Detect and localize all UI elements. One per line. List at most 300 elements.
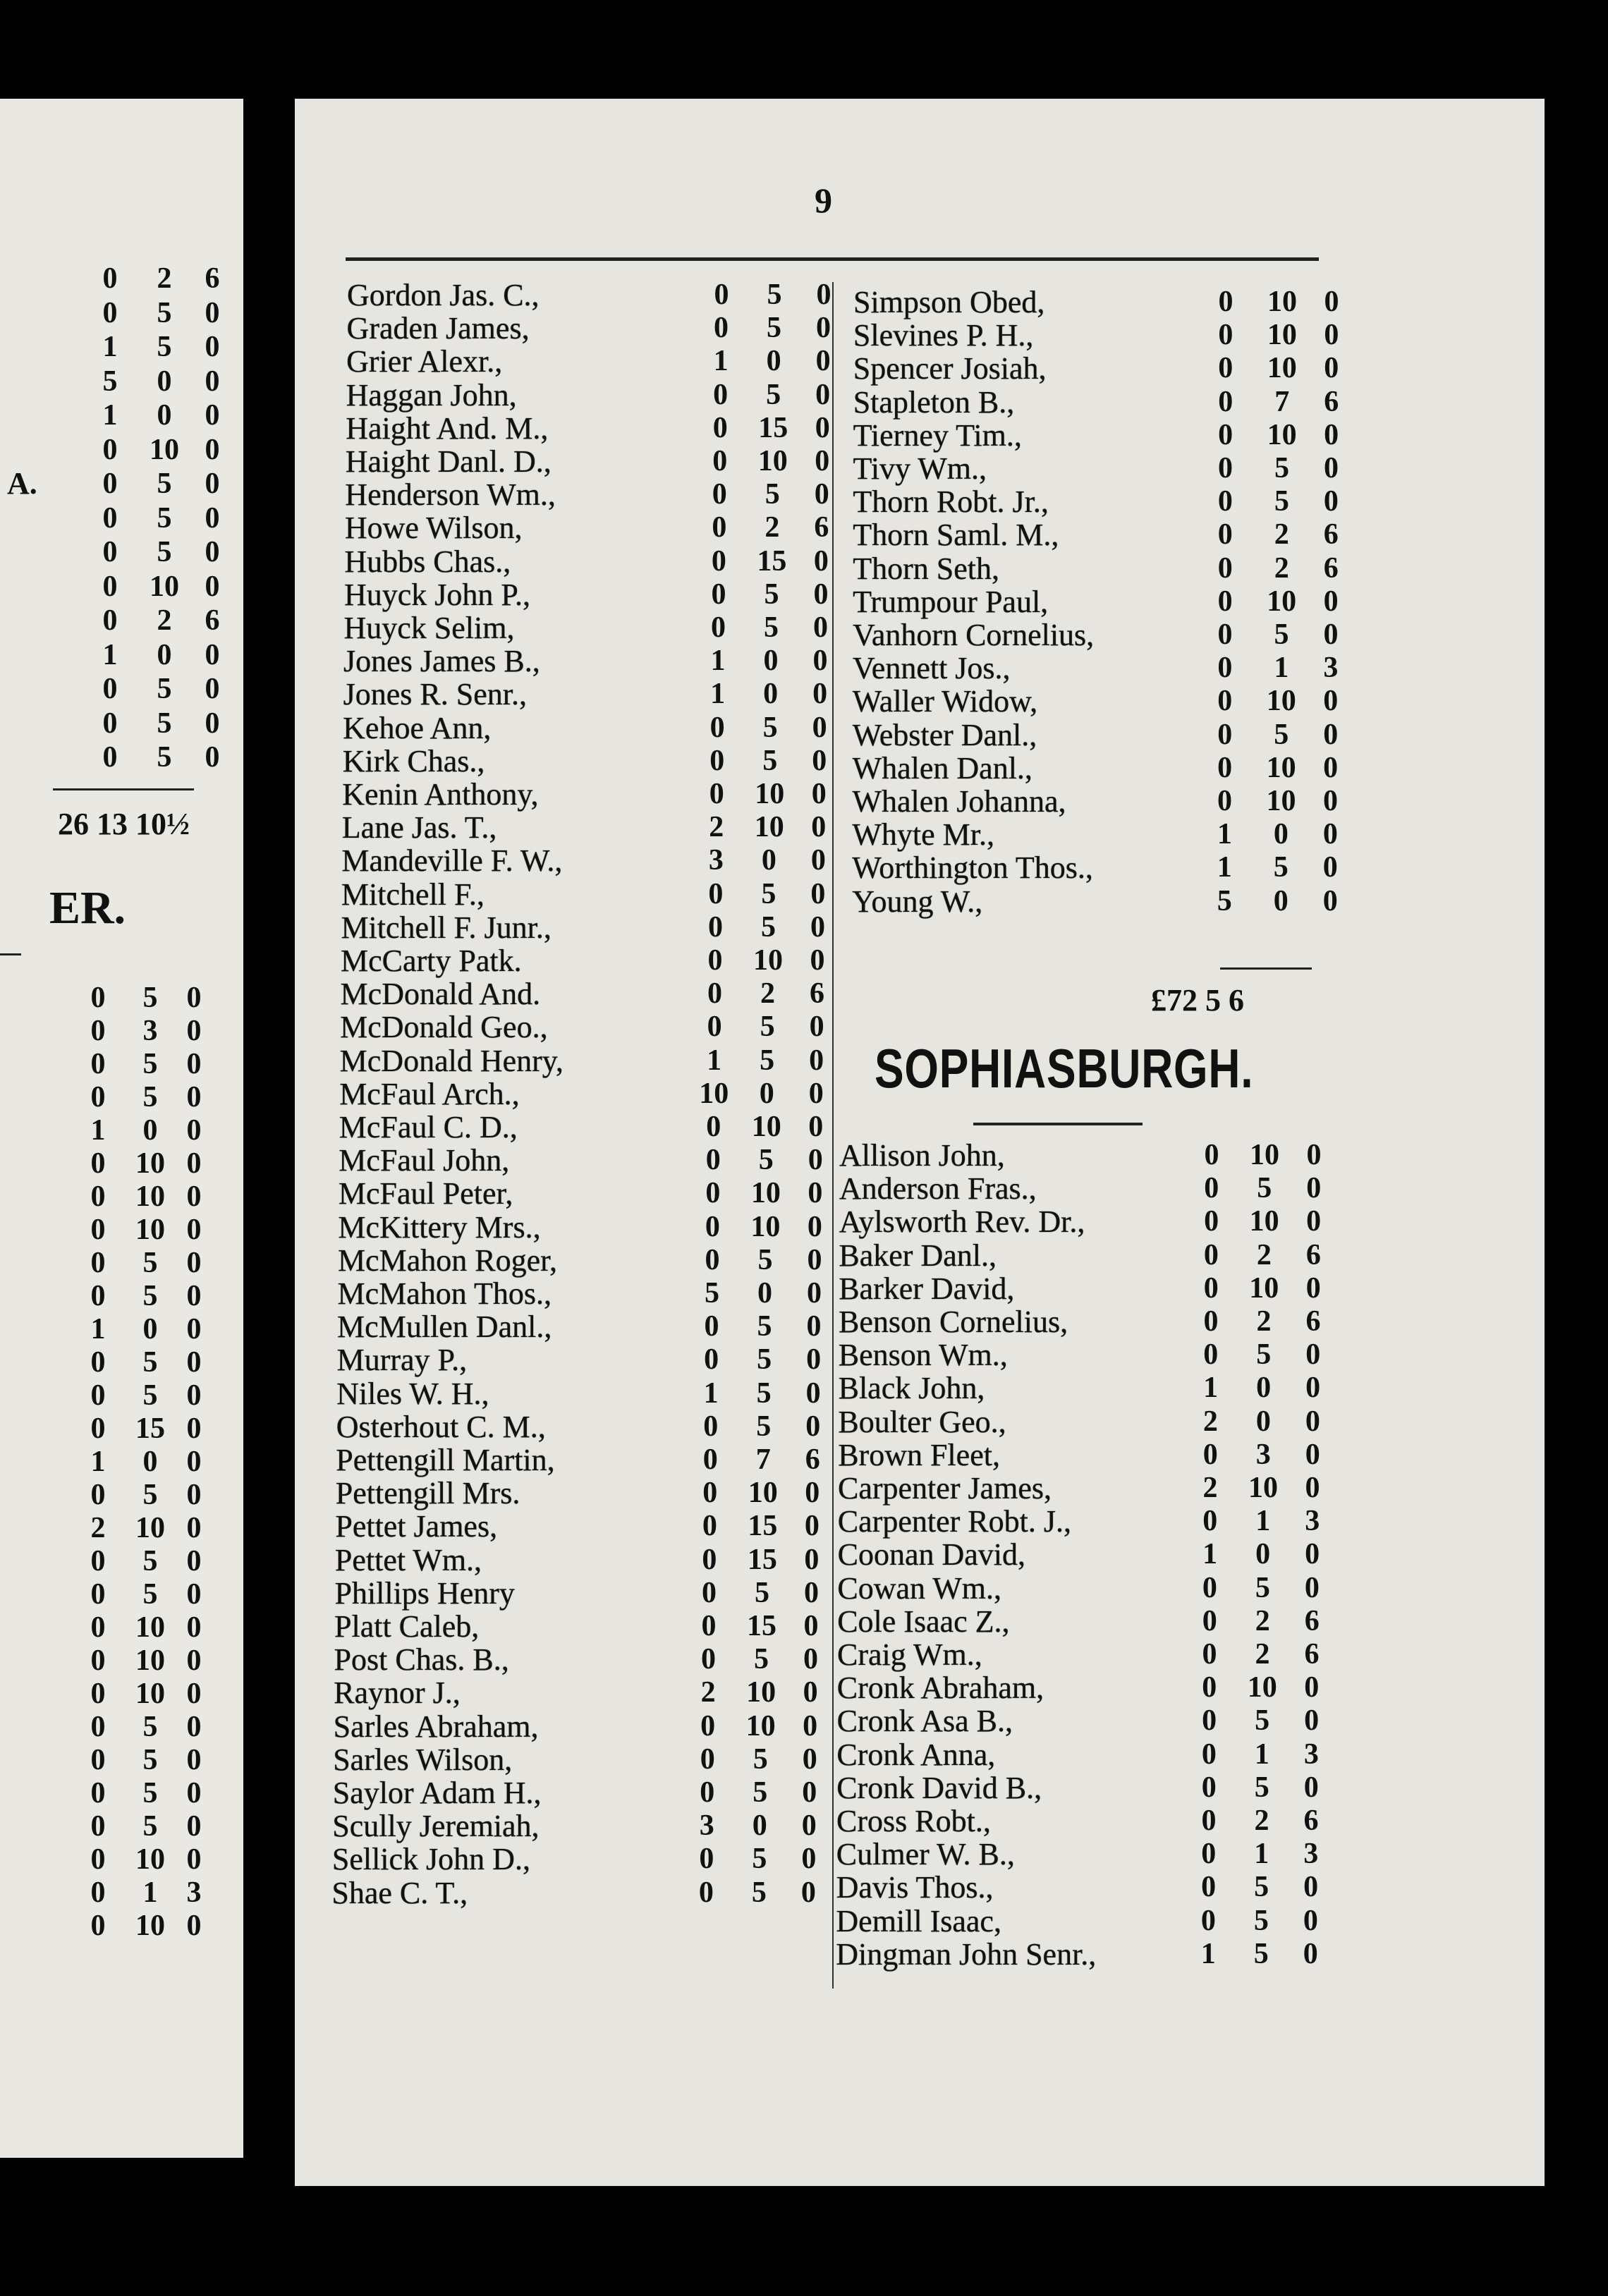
left-amount: 1 [102,399,118,432]
subscriber-name: Graden James, [346,311,530,346]
amount-shillings: 5 [1273,851,1289,884]
left-amount: 10 [135,1644,165,1677]
amount-pounds: 0 [702,1477,718,1510]
amount-shillings: 5 [762,711,778,744]
amount-pounds: 0 [1201,1871,1217,1904]
left-amount: 10 [150,570,179,603]
amount-pence: 3 [1305,1505,1320,1538]
amount-shillings: 10 [1266,685,1296,718]
amount-pence: 0 [808,1144,823,1177]
subscriber-name: Shae C. T., [331,1875,468,1910]
subscriber-name: Scully Jeremiah, [332,1809,540,1844]
amount-shillings: 2 [1274,518,1289,551]
left-amount: 0 [90,1843,106,1876]
amount-pounds: 0 [714,312,729,345]
amount-shillings: 1 [1254,1738,1269,1771]
grand-total: £72 5 6 [1151,983,1244,1018]
amount-shillings: 2 [1256,1305,1272,1338]
amount-pounds: 0 [1203,1305,1219,1338]
left-amount: 0 [186,1644,202,1677]
left-amount: 2 [157,262,172,295]
amount-pounds: 0 [1200,1904,1216,1937]
amount-shillings: 5 [767,312,782,345]
amount-shillings: 1 [1255,1505,1271,1538]
amount-shillings: 0 [757,1277,772,1309]
subscriber-name: Cronk David B., [836,1770,1042,1805]
amount-pence: 0 [1322,818,1338,851]
amount-pounds: 0 [1201,1771,1217,1804]
subscriber-name: Black John, [838,1371,985,1406]
amount-pounds: 0 [712,445,728,477]
amount-pence: 6 [1305,1305,1321,1338]
subscriber-name: Thorn Robt. Jr., [853,484,1049,520]
left-total: 26 13 10½ [58,807,190,841]
amount-pounds: 0 [700,1776,715,1809]
amount-pounds: 0 [1217,652,1233,685]
amount-pounds: 0 [708,877,724,910]
subscriber-name: Whalen Danl., [852,750,1033,786]
amount-pence: 6 [1323,518,1339,551]
amount-pounds: 2 [1202,1405,1218,1438]
amount-pounds: 0 [703,1410,719,1443]
amount-pence: 6 [1324,385,1339,418]
amount-shillings: 2 [1255,1638,1270,1671]
left-amount: 10 [135,1512,165,1544]
left-amount: 0 [205,468,220,500]
left-amount: 0 [90,1379,106,1412]
amount-pence: 0 [803,1676,818,1709]
left-amount: 0 [90,1611,106,1644]
amount-pence: 0 [803,1709,818,1742]
amount-pence: 0 [1304,1571,1320,1604]
amount-pounds: 1 [710,678,726,711]
subscriber-name: Osterhout C. M., [336,1409,546,1444]
amount-pence: 0 [810,877,826,910]
amount-pounds: 0 [1217,718,1233,751]
amount-pounds: 1 [707,1044,722,1077]
amount-pence: 0 [1323,485,1339,518]
amount-pounds: 2 [700,1676,716,1709]
subscriber-name: Waller Widow, [852,684,1038,719]
left-amount: 0 [142,1114,158,1147]
left-amount: 3 [142,1015,158,1047]
amount-pence: 0 [812,711,827,744]
subscriber-name: Cole Isaac Z., [837,1604,1010,1639]
left-amount: 5 [157,501,172,535]
amount-shillings: 10 [1249,1271,1279,1305]
left-amount: 0 [205,296,220,329]
left-amount: 0 [186,1247,202,1279]
amount-pounds: 0 [1204,1205,1219,1238]
amount-pence: 0 [1305,1372,1321,1405]
amount-pence: 0 [813,544,829,578]
left-amount: 5 [142,1247,158,1279]
amount-shillings: 0 [766,345,781,378]
subscriber-name: Brown Fleet, [838,1437,1000,1472]
amount-pence: 0 [1305,1438,1320,1471]
subscriber-name: Kirk Chas., [342,743,485,778]
left-amount: 0 [90,1910,106,1942]
left-amount: 0 [102,536,118,568]
subscriber-name: Spencer Josiah, [853,351,1047,386]
amount-shillings: 5 [760,1010,775,1044]
subscriber-name: Young W., [852,884,983,919]
subscriber-name: Davis Thos., [836,1870,994,1905]
subscriber-name: McDonald Geo., [340,1010,548,1045]
amount-pounds: 0 [1201,1838,1217,1871]
subscriber-name: Carpenter James, [838,1471,1052,1506]
amount-shillings: 5 [1274,485,1289,518]
amount-pence: 0 [805,1376,821,1410]
amount-pounds: 0 [1217,751,1233,784]
amount-shillings: 15 [747,1543,777,1576]
left-amount: 0 [186,1015,202,1047]
amount-pounds: 0 [1218,286,1234,318]
amount-shillings: 2 [1255,1604,1270,1637]
amount-pounds: 0 [707,910,723,944]
subscriber-name: Niles W. H., [336,1376,489,1411]
amount-shillings: 5 [758,1144,774,1177]
left-amount: 15 [135,1412,165,1445]
subscriber-name: Saylor Adam H., [332,1776,542,1810]
left-amount: 0 [186,1081,202,1113]
subscriber-name: Henderson Wm., [345,477,556,513]
left-amount: 1 [102,638,118,671]
left-amount: 0 [186,1810,202,1843]
amount-pence: 0 [1304,1671,1320,1704]
left-amount: 0 [90,1545,106,1577]
left-amount: 0 [186,1711,202,1743]
left-amount: 0 [186,1412,202,1445]
amount-shillings: 10 [750,1210,781,1243]
left-amount: 0 [186,1346,202,1379]
amount-pounds: 0 [1202,1604,1217,1637]
left-amount: 0 [186,1777,202,1809]
left-amount: 5 [142,1081,158,1113]
amount-pence: 3 [1323,652,1339,685]
left-amount: 0 [90,1876,106,1909]
amount-pounds: 0 [700,1709,716,1742]
subscriber-name: McMahon Thos., [337,1276,552,1311]
left-amount: 5 [142,1280,158,1312]
left-amount: 0 [205,433,220,466]
amount-shillings: 5 [767,279,782,311]
left-amount: 0 [186,1280,202,1312]
amount-pounds: 0 [1217,485,1233,518]
amount-pounds: 0 [701,1576,717,1609]
left-amount: 0 [205,536,220,568]
header-rule [346,257,1319,261]
amount-pence: 0 [808,1177,823,1210]
amount-pence: 3 [1303,1838,1319,1871]
amount-pence: 0 [814,478,829,511]
amount-shillings: 10 [753,944,783,977]
amount-shillings: 3 [1255,1438,1271,1471]
amount-pence: 0 [805,1477,820,1510]
left-amount: 5 [142,1048,158,1080]
amount-pounds: 0 [714,279,729,311]
amount-pence: 0 [807,1277,822,1309]
amount-pounds: 0 [1217,785,1232,817]
subscriber-name: Pettengill Martin, [336,1443,555,1477]
amount-shillings: 1 [1274,652,1289,685]
amount-pence: 0 [1305,1405,1320,1438]
amount-pence: 0 [815,378,831,411]
amount-pounds: 0 [709,778,724,810]
amount-pence: 0 [1303,1871,1319,1904]
amount-shillings: 5 [1254,1771,1269,1804]
subscriber-name: Cowan Wm., [837,1570,1002,1606]
left-amount: 2 [157,604,172,637]
amount-pounds: 10 [699,1077,729,1110]
subscriber-name: Howe Wilson, [344,511,523,546]
amount-pounds: 0 [1204,1172,1219,1205]
subscriber-name: Jones R. Senr., [343,677,527,712]
amount-pence: 0 [1306,1205,1322,1238]
left-amount: 0 [90,1048,106,1080]
left-amount: 0 [186,1147,202,1180]
amount-pence: 0 [815,411,830,444]
left-amount: 0 [205,673,220,705]
left-amount: 0 [142,1313,158,1345]
section-heading-rule [973,1123,1143,1125]
subscriber-name: McMullen Danl., [337,1309,552,1345]
left-amount: 5 [142,1479,158,1511]
subscriber-name: Mitchell F. Junr., [341,910,552,945]
amount-pence: 6 [814,511,829,544]
amount-pence: 0 [815,345,831,378]
amount-pounds: 0 [707,1010,722,1044]
amount-pounds: 0 [1218,418,1234,451]
amount-shillings: 5 [760,1044,775,1077]
subscriber-name: Lane Jas. T., [341,810,497,845]
amount-pence: 0 [811,778,827,810]
amount-pounds: 2 [709,811,724,844]
left-amount: 10 [135,1678,165,1710]
amount-pence: 0 [1303,1904,1318,1937]
left-amount: 0 [90,1214,106,1246]
amount-pounds: 1 [1217,851,1232,884]
amount-pence: 0 [810,910,825,944]
amount-shillings: 2 [760,977,776,1010]
amount-pence: 0 [803,1610,819,1642]
amount-pounds: 0 [711,544,726,578]
amount-pounds: 0 [702,1543,717,1576]
amount-shillings: 10 [751,1111,781,1143]
amount-pence: 0 [810,944,825,977]
amount-pounds: 0 [712,411,728,444]
amount-pounds: 0 [1202,1704,1217,1738]
amount-pounds: 0 [1217,551,1233,585]
subscriber-name: Baker Danl., [839,1238,997,1273]
amount-shillings: 2 [1274,551,1289,585]
left-amount: 0 [102,673,118,705]
amount-shillings: 5 [762,744,778,777]
amount-shillings: 15 [758,411,788,444]
left-amount: 0 [205,331,220,363]
amount-pounds: 2 [1202,1472,1218,1504]
amount-pounds: 0 [706,1111,721,1143]
left-amount: 5 [157,536,172,568]
amount-pounds: 0 [1218,452,1233,484]
left-amount: 0 [90,1147,106,1180]
amount-shillings: 2 [1254,1805,1269,1837]
subscriber-name: Worthington Thos., [852,850,1093,886]
amount-pounds: 0 [701,1643,717,1676]
amount-pounds: 1 [1200,1937,1216,1970]
left-total-rule [53,788,194,790]
subscriber-name: Allison John, [839,1138,1005,1173]
amount-shillings: 10 [1267,286,1297,318]
left-amount: 0 [186,1678,202,1710]
left-amount: 1 [90,1446,106,1478]
amount-pence: 0 [802,1742,817,1776]
amount-pence: 6 [1303,1805,1319,1837]
amount-shillings: 5 [756,1410,772,1443]
subscriber-name: Pettet James, [335,1509,498,1544]
left-amount: 0 [90,1479,106,1511]
left-amount: 0 [90,1280,106,1312]
left-amount: 5 [142,982,158,1014]
left-amount: 0 [205,707,220,740]
amount-pounds: 0 [1218,319,1234,352]
amount-pence: 0 [809,1044,824,1077]
amount-pounds: 5 [1217,884,1232,917]
left-amount: 3 [186,1876,202,1909]
amount-pence: 0 [808,1111,824,1143]
left-amount: 0 [157,365,172,398]
amount-pounds: 0 [1201,1738,1217,1771]
left-amount: 0 [102,296,118,329]
left-amount: 6 [205,262,220,295]
left-amount: 0 [90,1180,106,1213]
amount-pence: 0 [815,445,830,477]
amount-pence: 0 [812,744,827,777]
left-amount: 5 [142,1379,158,1412]
amount-pounds: 0 [704,1343,719,1376]
subscriber-name: Platt Caleb, [334,1609,480,1644]
amount-pence: 0 [806,1343,822,1376]
amount-shillings: 5 [1274,452,1289,484]
subscriber-name: Phillips Henry [334,1575,515,1611]
amount-pence: 0 [804,1543,820,1576]
left-amount: 0 [102,468,118,500]
amount-shillings: 5 [1254,1871,1269,1904]
subscriber-name: Anderson Fras., [839,1171,1037,1207]
amount-shillings: 10 [1267,352,1297,385]
amount-pence: 0 [1323,618,1339,651]
amount-pounds: 0 [1202,1671,1217,1704]
left-amount: 0 [205,501,220,535]
left-amount: 0 [157,638,172,671]
amount-pence: 0 [816,312,832,345]
left-amount: 0 [90,1777,106,1809]
left-amount: 10 [135,1611,165,1644]
amount-shillings: 7 [755,1443,771,1476]
amount-pence: 6 [1304,1638,1320,1671]
left-amount: 0 [186,1512,202,1544]
subscriber-name: Sarles Abraham, [333,1709,539,1744]
amount-shillings: 5 [761,877,776,910]
left-amount: 0 [90,982,106,1014]
left-amount: 0 [205,399,220,432]
amount-shillings: 10 [1267,585,1297,618]
amount-pence: 0 [1323,785,1338,817]
subscriber-name: Culmer W. B., [836,1837,1015,1872]
subscriber-name: Simpson Obed, [853,285,1045,319]
amount-pounds: 0 [1217,618,1233,651]
subscriber-name: Gordon Jas. C., [347,278,540,312]
amount-pence: 0 [1306,1139,1322,1171]
amount-pounds: 0 [1203,1271,1219,1305]
amount-pounds: 0 [707,977,723,1010]
amount-shillings: 5 [752,1843,767,1876]
subscriber-name: Kehoe Ann, [343,710,492,745]
amount-pence: 0 [812,645,828,678]
amount-shillings: 10 [1266,785,1296,817]
amount-pence: 6 [805,1443,820,1476]
left-amount: 1 [90,1313,106,1345]
amount-pence: 0 [1324,418,1339,451]
amount-shillings: 5 [1274,618,1289,651]
amount-pounds: 0 [1202,1571,1217,1604]
left-amount: 0 [102,570,118,603]
amount-shillings: 0 [1273,818,1289,851]
subscriber-name: Slevines P. H., [853,318,1034,353]
amount-shillings: 10 [1250,1139,1279,1171]
left-amount: 0 [102,501,118,535]
amount-shillings: 0 [1273,884,1289,917]
amount-pence: 0 [807,1243,822,1276]
amount-pounds: 0 [707,944,723,977]
subscriber-name: Coonan David, [837,1537,1025,1573]
left-amount: 5 [142,1810,158,1843]
amount-shillings: 5 [753,1776,768,1809]
amount-pounds: 0 [705,1177,721,1210]
left-amount: 5 [157,331,172,363]
subscriber-name: Whyte Mr., [852,817,995,853]
subscriber-name: Stapleton B., [853,384,1015,420]
subscriber-name: Jones James B., [343,644,540,679]
left-amount: 0 [186,1910,202,1942]
amount-pounds: 0 [1204,1139,1219,1171]
left-amount: 10 [135,1180,165,1213]
amount-pence: 6 [1323,551,1339,585]
amount-shillings: 5 [757,1343,772,1376]
left-amount: 5 [157,673,172,705]
amount-shillings: 0 [1256,1372,1272,1405]
amount-shillings: 0 [752,1809,767,1843]
amount-pence: 0 [803,1576,819,1609]
amount-shillings: 5 [754,1576,769,1609]
left-amount: 0 [186,1545,202,1577]
subscriber-name: Carpenter Robt. J., [837,1504,1071,1539]
amount-shillings: 10 [746,1676,776,1709]
amount-pence: 0 [813,578,829,611]
left-amount: 1 [102,331,118,363]
amount-pounds: 5 [705,1277,719,1309]
subscriber-name: Cronk Asa B., [836,1704,1013,1739]
amount-pounds: 0 [1218,352,1234,385]
left-amount: 0 [186,1180,202,1213]
subscriber-name: McFaul John, [339,1143,510,1178]
left-amount: 0 [186,1744,202,1776]
amount-pounds: 0 [700,1742,715,1776]
amount-pounds: 0 [1201,1805,1217,1837]
amount-pounds: 0 [1217,585,1233,618]
amount-pence: 6 [810,977,825,1010]
amount-pounds: 0 [711,578,726,611]
